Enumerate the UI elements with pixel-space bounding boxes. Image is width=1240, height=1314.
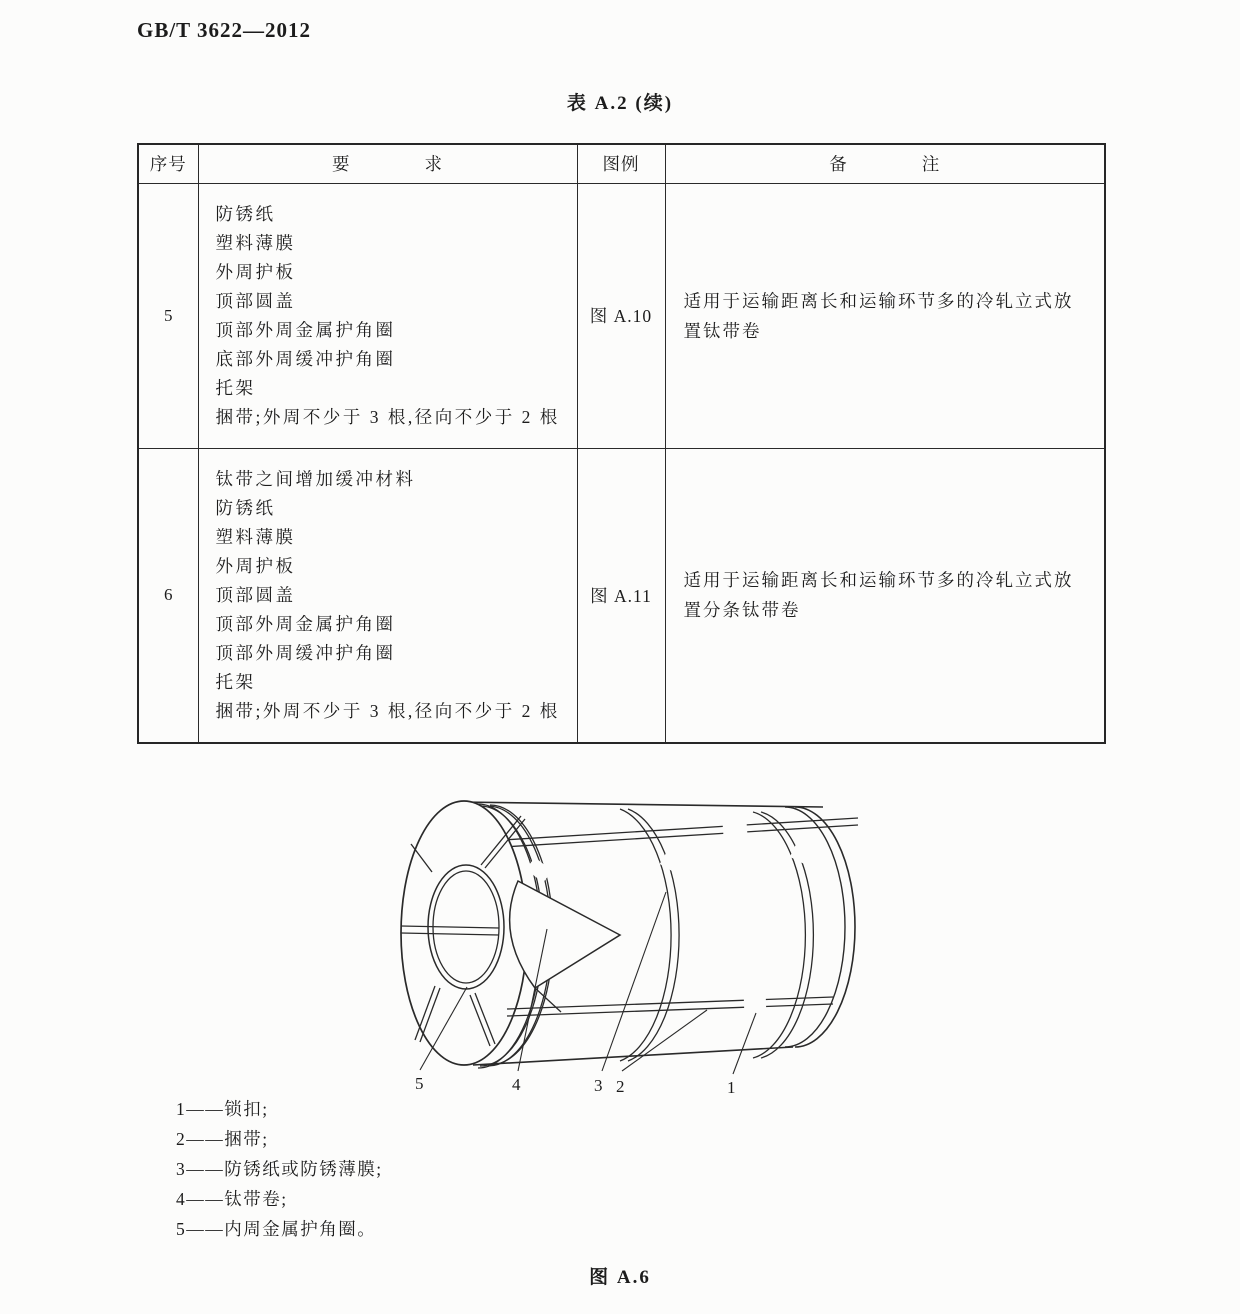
callout-1: 1 (727, 1078, 736, 1097)
requirement-line: 防锈纸 (215, 203, 276, 224)
col-header-note: 备 注 (665, 144, 1105, 183)
table-row (138, 183, 1105, 448)
key-item: 4——钛带卷; (176, 1189, 288, 1209)
key-item: 2——捆带; (176, 1129, 269, 1149)
requirement-line: 钛带之间增加缓冲材料 (215, 468, 416, 489)
requirement-line: 顶部圆盖 (215, 290, 296, 311)
requirement-line: 捆带;外周不少于 3 根,径向不少于 2 根 (215, 700, 560, 721)
callout-2: 2 (616, 1077, 625, 1096)
spec-table (137, 143, 1106, 744)
requirement-line: 顶部圆盖 (215, 584, 296, 605)
requirement-line: 顶部外周金属护角圈 (215, 613, 396, 634)
buckle (660, 851, 687, 875)
requirement-line: 塑料薄膜 (215, 526, 296, 547)
table-title: 表 A.2 (续) (566, 93, 674, 114)
col-header-index: 序号 (138, 144, 198, 183)
circumferential-strap (620, 809, 813, 1061)
requirement-line: 托架 (215, 671, 256, 692)
coil-face (401, 801, 527, 1065)
callout-4: 4 (512, 1075, 521, 1094)
standard-number: GB/T 3622—2012 (137, 18, 312, 42)
table-header-row (138, 144, 1105, 183)
row-requirements (198, 183, 577, 448)
key-item: 1——锁扣; (176, 1099, 269, 1119)
requirement-line: 外周护板 (215, 261, 296, 282)
coil-diagram (375, 788, 895, 1100)
requirement-line: 底部外周缓冲护角圈 (215, 348, 396, 369)
row-requirements (198, 448, 577, 743)
axial-strap-top (503, 818, 858, 847)
row-index: 5 (138, 183, 198, 448)
col-header-requirement: 要 求 (198, 144, 577, 183)
callout-5: 5 (415, 1074, 424, 1093)
row-index: 6 (138, 448, 198, 743)
requirement-line: 捆带;外周不少于 3 根,径向不少于 2 根 (215, 406, 560, 427)
row-note: 适用于运输距离长和运输环节多的冷轧立式放置分条钛带卷 (665, 448, 1105, 743)
requirement-line: 防锈纸 (215, 497, 276, 518)
requirement-line: 外周护板 (215, 555, 296, 576)
callout-3: 3 (594, 1076, 603, 1095)
requirement-line: 顶部外周缓冲护角圈 (215, 642, 396, 663)
requirement-line: 托架 (215, 377, 256, 398)
wrap-arrow (510, 881, 620, 1012)
buckle (723, 821, 748, 838)
table-row (138, 448, 1105, 743)
key-item: 3——防锈纸或防锈薄膜; (176, 1159, 383, 1179)
requirement-line: 顶部外周金属护角圈 (215, 319, 396, 340)
requirement-line: 塑料薄膜 (215, 232, 296, 253)
buckle (744, 997, 766, 1011)
figure-key (176, 1094, 383, 1244)
row-note: 适用于运输距离长和运输环节多的冷轧立式放置钛带卷 (665, 183, 1105, 448)
col-header-legend: 图例 (577, 144, 665, 183)
row-legend-ref: 图 A.11 (577, 448, 665, 743)
figure-caption: 图 A.6 (589, 1267, 651, 1288)
row-legend-ref: 图 A.10 (577, 183, 665, 448)
key-item: 5——内周金属护角圈。 (176, 1219, 377, 1239)
